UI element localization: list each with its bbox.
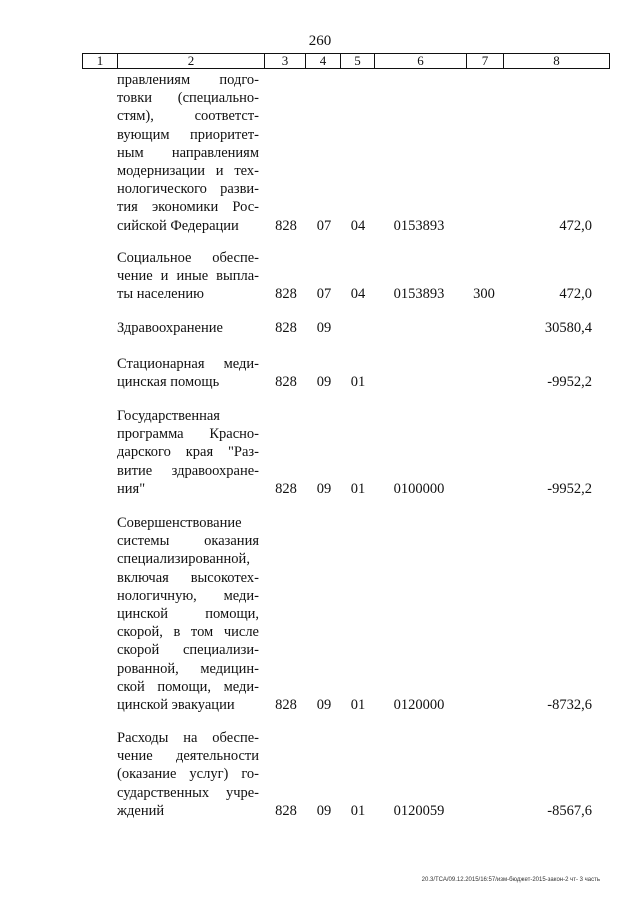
cell-col-5: 04 (350, 217, 366, 234)
description-line: системы оказания (117, 533, 259, 550)
cell-col-8: 30580,4 (544, 320, 592, 336)
row-description (117, 71, 259, 235)
description-line: цинской помощи, (117, 605, 259, 622)
cell-col-4: 09 (316, 802, 332, 819)
description-line: модернизации и тех- (117, 162, 259, 179)
row-description (117, 319, 259, 337)
cell-col-5: 01 (350, 697, 366, 713)
header-col-7: 7 (466, 54, 503, 68)
row-description (117, 729, 259, 820)
description-line: скорой специализи- (117, 642, 259, 659)
description-line: Здравоохранение (117, 320, 223, 336)
cell-col-6: 0120000 (393, 697, 445, 713)
description-line: рованной, медицин- (117, 660, 259, 677)
description-line: ждений (117, 802, 165, 819)
description-line: скорой, в том числе (117, 624, 259, 641)
cell-col-4: 09 (316, 320, 332, 336)
description-line: вующим приоритет- (117, 126, 259, 143)
description-line: сударственных учре- (117, 784, 259, 801)
description-line: тия экономики Рос- (117, 199, 259, 216)
description-line: чение деятельности (117, 748, 259, 765)
cell-col-4: 09 (316, 697, 332, 713)
cell-col-3: 828 (275, 480, 297, 497)
description-line: дарского края "Раз- (117, 444, 259, 461)
description-line: стям), соответст- (117, 108, 259, 125)
description-line: ты населению (117, 286, 204, 303)
description-line: Государственная (117, 408, 220, 424)
description-line: витие здравоохране- (117, 462, 259, 479)
cell-col-8: -9952,2 (547, 374, 592, 391)
cell-col-4: 07 (316, 286, 332, 303)
description-line: специализированной, (117, 551, 250, 568)
description-line: (оказание услуг) го- (117, 766, 259, 783)
row-description (117, 249, 259, 304)
cell-col-8: 472,0 (559, 217, 592, 234)
cell-col-5: 01 (350, 802, 366, 819)
cell-col-8: -8732,6 (547, 697, 592, 713)
header-col-6: 6 (374, 54, 466, 68)
description-line: товки (специально- (117, 90, 259, 107)
description-line: Стационарная меди- (117, 356, 259, 372)
cell-col-5: 01 (350, 374, 366, 391)
cell-col-8: 472,0 (559, 286, 592, 303)
cell-col-6: 0153893 (393, 286, 445, 303)
cell-col-7: 300 (473, 286, 495, 303)
header-col-8: 8 (503, 54, 609, 68)
description-line: ным направлениям (117, 144, 259, 161)
description-line: Социальное обеспе- (117, 250, 259, 266)
header-col-3: 3 (264, 54, 305, 68)
cell-col-4: 07 (316, 217, 332, 234)
cell-col-6: 0100000 (393, 480, 445, 497)
description-line: Совершенствование (117, 515, 242, 531)
description-line: Расходы на обеспе- (117, 730, 259, 746)
row-description (117, 514, 259, 714)
cell-col-3: 828 (275, 217, 297, 234)
description-line: программа Красно- (117, 426, 259, 443)
cell-col-4: 09 (316, 480, 332, 497)
description-line: чение и иные выпла- (117, 268, 259, 285)
cell-col-3: 828 (275, 320, 297, 336)
table-header (82, 53, 610, 69)
cell-col-8: -8567,6 (547, 802, 592, 819)
row-description (117, 407, 259, 498)
description-line: нологичную, меди- (117, 587, 259, 604)
footer-note: 20.3/ТСА/09.12.2015/16:57/изм-бюджет-2015-закон-2 чт- 3 часть (421, 877, 600, 883)
cell-col-3: 828 (275, 697, 297, 713)
description-line: цинской эвакуации (117, 696, 235, 713)
description-line: ния" (117, 480, 146, 497)
description-line: цинская помощь (117, 374, 220, 391)
row-description (117, 355, 259, 391)
description-line: правлениям подго- (117, 72, 259, 88)
cell-col-5: 01 (350, 480, 366, 497)
description-line: нологического разви- (117, 181, 259, 198)
header-col-5: 5 (340, 54, 374, 68)
cell-col-3: 828 (275, 286, 297, 303)
cell-col-4: 09 (316, 374, 332, 391)
cell-col-6: 0153893 (393, 217, 445, 234)
cell-col-6: 0120059 (393, 802, 445, 819)
header-col-1: 1 (96, 53, 104, 68)
description-line: сийской Федерации (117, 217, 239, 234)
description-line: ской помощи, меди- (117, 678, 259, 695)
header-col-4: 4 (305, 54, 340, 68)
cell-col-5: 04 (350, 286, 366, 303)
cell-col-8: -9952,2 (547, 480, 592, 497)
page-number: 260 (308, 33, 332, 49)
cell-col-3: 828 (275, 374, 297, 391)
cell-col-3: 828 (275, 802, 297, 819)
header-col-2: 2 (117, 54, 264, 68)
description-line: включая высокотех- (117, 569, 259, 586)
